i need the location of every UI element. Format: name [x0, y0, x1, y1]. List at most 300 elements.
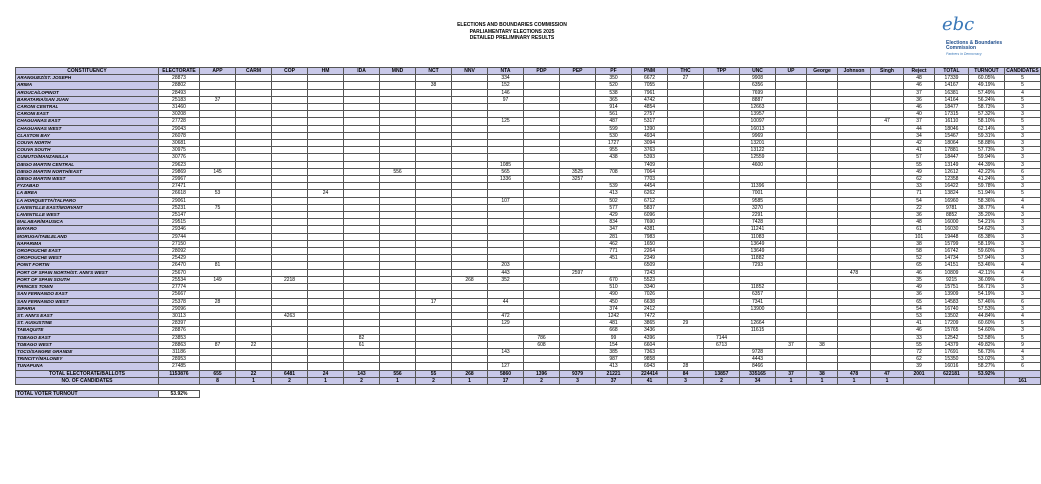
row-label: FYZABAD: [16, 183, 159, 190]
table-cell: [776, 161, 807, 168]
table-cell: [236, 262, 272, 269]
table-cell: 58.73%: [969, 104, 1005, 111]
table-cell: [668, 219, 704, 226]
table-cell: 224414: [632, 370, 668, 377]
table-cell: [200, 248, 236, 255]
table-cell: [200, 255, 236, 262]
table-cell: 5: [1005, 75, 1041, 82]
table-header-row: [16, 68, 1041, 75]
table-cell: [380, 320, 416, 327]
table-cell: 46: [904, 104, 935, 111]
column-header: UNC: [740, 68, 776, 75]
table-cell: 52: [904, 255, 935, 262]
table-cell: [838, 176, 871, 183]
table-cell: [524, 240, 560, 247]
table-cell: 18064: [935, 140, 969, 147]
table-cell: [668, 212, 704, 219]
table-cell: 13149: [935, 161, 969, 168]
table-cell: [344, 204, 380, 211]
table-cell: [704, 190, 740, 197]
table-cell: [272, 291, 308, 298]
table-cell: 11396: [740, 183, 776, 190]
table-cell: 561: [596, 111, 632, 118]
table-cell: [344, 154, 380, 161]
table-cell: [524, 276, 560, 283]
table-cell: 1: [236, 377, 272, 384]
table-cell: [236, 140, 272, 147]
table-cell: [524, 291, 560, 298]
table-cell: [200, 82, 236, 89]
table-cell: [272, 219, 308, 226]
table-cell: [838, 212, 871, 219]
table-cell: 5393: [632, 154, 668, 161]
table-row: [16, 305, 1041, 312]
table-cell: 4454: [632, 183, 668, 190]
table-cell: 3: [1005, 212, 1041, 219]
table-cell: [838, 147, 871, 154]
table-cell: [524, 161, 560, 168]
table-cell: 3: [1005, 154, 1041, 161]
table-cell: [740, 269, 776, 276]
table-cell: 56.24%: [969, 96, 1005, 103]
table-cell: 4443: [740, 356, 776, 363]
table-cell: 24: [308, 370, 344, 377]
table-cell: 26618: [159, 190, 200, 197]
table-cell: [272, 356, 308, 363]
table-cell: 25667: [159, 291, 200, 298]
table-cell: 16013: [740, 125, 776, 132]
table-cell: 12358: [935, 176, 969, 183]
table-cell: 28: [668, 363, 704, 370]
table-cell: 6481: [272, 370, 308, 377]
table-cell: [704, 104, 740, 111]
table-cell: [668, 147, 704, 154]
table-cell: [380, 327, 416, 334]
table-cell: 60.05%: [969, 75, 1005, 82]
table-cell: [236, 190, 272, 197]
table-cell: 21221: [596, 370, 632, 377]
table-cell: [272, 118, 308, 125]
table-cell: [807, 154, 838, 161]
table-cell: [838, 161, 871, 168]
table-cell: [524, 255, 560, 262]
table-cell: 61: [904, 226, 935, 233]
table-cell: 29623: [159, 161, 200, 168]
table-cell: 10097: [740, 118, 776, 125]
table-cell: 2: [704, 377, 740, 384]
table-cell: 53: [200, 190, 236, 197]
table-cell: 670: [596, 276, 632, 283]
table-cell: [524, 320, 560, 327]
table-cell: 3865: [632, 320, 668, 327]
table-cell: 57.53%: [969, 305, 1005, 312]
table-cell: [871, 154, 904, 161]
table-cell: [704, 219, 740, 226]
table-cell: [668, 118, 704, 125]
table-cell: [704, 132, 740, 139]
table-cell: 54.60%: [969, 327, 1005, 334]
table-row: [16, 320, 1041, 327]
table-cell: 385: [596, 348, 632, 355]
table-cell: [416, 334, 452, 341]
table-cell: [524, 125, 560, 132]
table-cell: 7961: [632, 89, 668, 96]
table-cell: [524, 298, 560, 305]
row-label: PORT OF SPAIN NORTH/ST. ANN'S WEST: [16, 269, 159, 276]
table-cell: [200, 118, 236, 125]
table-cell: [704, 356, 740, 363]
table-cell: [524, 82, 560, 89]
table-cell: [344, 305, 380, 312]
table-cell: [668, 284, 704, 291]
table-cell: 16381: [935, 89, 969, 96]
table-cell: 438: [596, 154, 632, 161]
table-cell: [807, 240, 838, 247]
table-cell: [668, 233, 704, 240]
table-cell: 60.60%: [969, 320, 1005, 327]
table-cell: 27: [668, 75, 704, 82]
table-cell: 41: [632, 377, 668, 384]
table-cell: [740, 276, 776, 283]
table-cell: [416, 89, 452, 96]
table-cell: [380, 356, 416, 363]
table-cell: 15765: [935, 327, 969, 334]
table-cell: [524, 89, 560, 96]
table-cell: [488, 125, 524, 132]
table-row: [16, 154, 1041, 161]
table-cell: 268: [452, 276, 488, 283]
table-cell: [524, 190, 560, 197]
table-cell: [838, 276, 871, 283]
table-cell: 6509: [632, 262, 668, 269]
table-cell: [524, 183, 560, 190]
table-cell: 7064: [632, 168, 668, 175]
table-cell: [308, 118, 344, 125]
row-label: CHAGUANAS EAST: [16, 118, 159, 125]
table-cell: 17339: [935, 75, 969, 82]
table-row: [16, 284, 1041, 291]
table-cell: 15350: [935, 356, 969, 363]
table-cell: [560, 82, 596, 89]
table-cell: 36: [904, 212, 935, 219]
table-cell: [524, 233, 560, 240]
table-cell: [236, 161, 272, 168]
table-cell: [524, 204, 560, 211]
table-cell: 203: [488, 262, 524, 269]
table-cell: 1242: [596, 312, 632, 319]
table-cell: 28397: [159, 320, 200, 327]
table-cell: [452, 132, 488, 139]
table-cell: [704, 111, 740, 118]
table-cell: 10809: [935, 269, 969, 276]
report-header: [0, 22, 1024, 42]
column-header: TPP: [704, 68, 740, 75]
table-cell: 3: [1005, 233, 1041, 240]
table-cell: [807, 118, 838, 125]
table-cell: [236, 255, 272, 262]
table-cell: [416, 348, 452, 355]
table-cell: [776, 262, 807, 269]
table-cell: 37: [200, 96, 236, 103]
table-cell: [200, 89, 236, 96]
table-cell: 54.19%: [969, 291, 1005, 298]
table-cell: [452, 269, 488, 276]
table-cell: [236, 320, 272, 327]
row-label: CARONI EAST: [16, 111, 159, 118]
table-cell: [380, 75, 416, 82]
table-cell: [560, 334, 596, 341]
table-cell: 18477: [935, 104, 969, 111]
table-cell: [668, 356, 704, 363]
table-cell: [416, 75, 452, 82]
table-cell: [668, 82, 704, 89]
table-cell: [807, 104, 838, 111]
table-cell: 7055: [632, 82, 668, 89]
table-cell: [344, 276, 380, 283]
table-cell: [308, 334, 344, 341]
table-cell: 6604: [632, 341, 668, 348]
table-row: [16, 298, 1041, 305]
table-row: [16, 176, 1041, 183]
table-cell: 5837: [632, 204, 668, 211]
table-cell: [668, 132, 704, 139]
table-cell: 27485: [159, 363, 200, 370]
table-cell: 7341: [740, 298, 776, 305]
table-cell: 443: [488, 269, 524, 276]
table-cell: [200, 140, 236, 147]
table-row: [16, 334, 1041, 341]
row-label: TRINCITY/MALONEY: [16, 356, 159, 363]
table-cell: 53.92%: [969, 370, 1005, 377]
table-cell: [308, 233, 344, 240]
table-cell: [488, 327, 524, 334]
table-cell: 154: [596, 341, 632, 348]
table-cell: [488, 190, 524, 197]
table-cell: 2: [344, 377, 380, 384]
table-cell: [308, 305, 344, 312]
table-cell: [380, 190, 416, 197]
table-row: [16, 125, 1041, 132]
table-cell: [560, 320, 596, 327]
table-cell: [704, 96, 740, 103]
table-cell: [344, 197, 380, 204]
table-cell: [838, 140, 871, 147]
table-cell: [344, 111, 380, 118]
table-cell: [807, 356, 838, 363]
table-cell: [524, 140, 560, 147]
table-cell: 14734: [935, 255, 969, 262]
table-cell: 1650: [632, 240, 668, 247]
table-cell: 58.10%: [969, 118, 1005, 125]
table-cell: [524, 269, 560, 276]
table-cell: [776, 248, 807, 255]
table-cell: 556: [380, 370, 416, 377]
table-cell: 65: [904, 298, 935, 305]
table-cell: 28863: [159, 341, 200, 348]
table-cell: [308, 183, 344, 190]
table-cell: 42: [904, 140, 935, 147]
table-cell: [272, 89, 308, 96]
table-cell: 3: [1005, 356, 1041, 363]
table-cell: [344, 125, 380, 132]
row-label: ARANGUEZ/ST. JOSEPH: [16, 75, 159, 82]
table-cell: [838, 190, 871, 197]
column-header: IDA: [344, 68, 380, 75]
table-row: [16, 111, 1041, 118]
table-cell: 914: [596, 104, 632, 111]
table-cell: [272, 212, 308, 219]
table-cell: [236, 356, 272, 363]
table-cell: 4742: [632, 96, 668, 103]
table-cell: [668, 204, 704, 211]
table-cell: 49.82%: [969, 341, 1005, 348]
table-cell: [807, 96, 838, 103]
table-cell: [452, 348, 488, 355]
table-cell: [488, 226, 524, 233]
table-cell: [871, 284, 904, 291]
table-cell: [560, 161, 596, 168]
table-cell: 146: [488, 89, 524, 96]
table-cell: 334: [488, 75, 524, 82]
table-cell: 13502: [935, 312, 969, 319]
table-cell: [776, 233, 807, 240]
table-row: [16, 89, 1041, 96]
table-cell: 9585: [740, 197, 776, 204]
table-cell: 99: [596, 334, 632, 341]
table-cell: [344, 161, 380, 168]
table-cell: 81: [200, 262, 236, 269]
table-cell: [560, 284, 596, 291]
table-cell: 14164: [935, 96, 969, 103]
column-header: TOTAL: [935, 68, 969, 75]
turnout-row: [16, 390, 1041, 397]
table-cell: 53.02%: [969, 356, 1005, 363]
table-cell: 24: [308, 190, 344, 197]
table-cell: [200, 305, 236, 312]
table-cell: [452, 89, 488, 96]
table-cell: 18447: [935, 154, 969, 161]
table-cell: 5317: [632, 118, 668, 125]
table-cell: 3436: [632, 327, 668, 334]
table-cell: [524, 168, 560, 175]
table-cell: [807, 363, 838, 370]
table-cell: [776, 89, 807, 96]
table-cell: [272, 262, 308, 269]
row-label: TOCO/SANGRE GRANDE: [16, 348, 159, 355]
row-label: TOBAGO WEST: [16, 341, 159, 348]
table-cell: [236, 363, 272, 370]
table-cell: 65.38%: [969, 233, 1005, 240]
table-row: [16, 348, 1041, 355]
column-header: PEP: [560, 68, 596, 75]
table-cell: 7243: [632, 269, 668, 276]
table-cell: 14379: [935, 341, 969, 348]
table-cell: [776, 204, 807, 211]
table-cell: [272, 147, 308, 154]
table-row: [16, 212, 1041, 219]
table-cell: [668, 140, 704, 147]
table-cell: 30208: [159, 111, 200, 118]
table-cell: [838, 197, 871, 204]
table-cell: [596, 269, 632, 276]
row-label: COUVA SOUTH: [16, 147, 159, 154]
table-cell: 58.27%: [969, 363, 1005, 370]
table-cell: [380, 298, 416, 305]
table-cell: [380, 269, 416, 276]
table-cell: 36.09%: [969, 276, 1005, 283]
table-cell: 9969: [740, 132, 776, 139]
table-cell: [871, 312, 904, 319]
table-cell: [452, 96, 488, 103]
table-cell: [200, 161, 236, 168]
table-cell: [524, 226, 560, 233]
table-cell: [871, 176, 904, 183]
table-cell: [560, 219, 596, 226]
table-cell: 38.77%: [969, 204, 1005, 211]
table-cell: [838, 284, 871, 291]
table-cell: [452, 291, 488, 298]
table-cell: [308, 276, 344, 283]
table-row: [16, 168, 1041, 175]
table-row: [16, 190, 1041, 197]
table-cell: [668, 89, 704, 96]
table-cell: [776, 197, 807, 204]
table-cell: [704, 168, 740, 175]
table-cell: 47: [871, 370, 904, 377]
table-cell: [308, 269, 344, 276]
table-cell: 7409: [632, 161, 668, 168]
table-cell: 6: [1005, 363, 1041, 370]
table-cell: 29096: [159, 305, 200, 312]
table-cell: [807, 161, 838, 168]
table-cell: 62.14%: [969, 125, 1005, 132]
table-cell: [272, 132, 308, 139]
table-cell: 33: [904, 334, 935, 341]
table-cell: [704, 298, 740, 305]
table-cell: 11852: [740, 284, 776, 291]
table-cell: [416, 226, 452, 233]
table-cell: [452, 82, 488, 89]
table-cell: [668, 125, 704, 132]
table-cell: 57.94%: [969, 255, 1005, 262]
table-cell: [200, 154, 236, 161]
table-cell: 58.88%: [969, 140, 1005, 147]
table-cell: [807, 255, 838, 262]
table-cell: [704, 291, 740, 298]
table-cell: [200, 240, 236, 247]
table-cell: 12612: [935, 168, 969, 175]
table-cell: [871, 334, 904, 341]
table-cell: [807, 204, 838, 211]
table-row: [16, 363, 1041, 370]
table-cell: [272, 341, 308, 348]
table-cell: [344, 312, 380, 319]
table-cell: [704, 262, 740, 269]
table-cell: 53.46%: [969, 262, 1005, 269]
table-cell: [308, 356, 344, 363]
table-cell: 4263: [272, 312, 308, 319]
table-cell: 84: [668, 370, 704, 377]
table-cell: 3094: [632, 140, 668, 147]
table-cell: [308, 240, 344, 247]
table-cell: [871, 226, 904, 233]
table-cell: 30113: [159, 312, 200, 319]
table-cell: [488, 356, 524, 363]
table-cell: 127: [488, 363, 524, 370]
table-cell: 1: [838, 377, 871, 384]
column-header: ELECTORATE: [159, 68, 200, 75]
row-label: CUMUTO/MANZANILLA: [16, 154, 159, 161]
